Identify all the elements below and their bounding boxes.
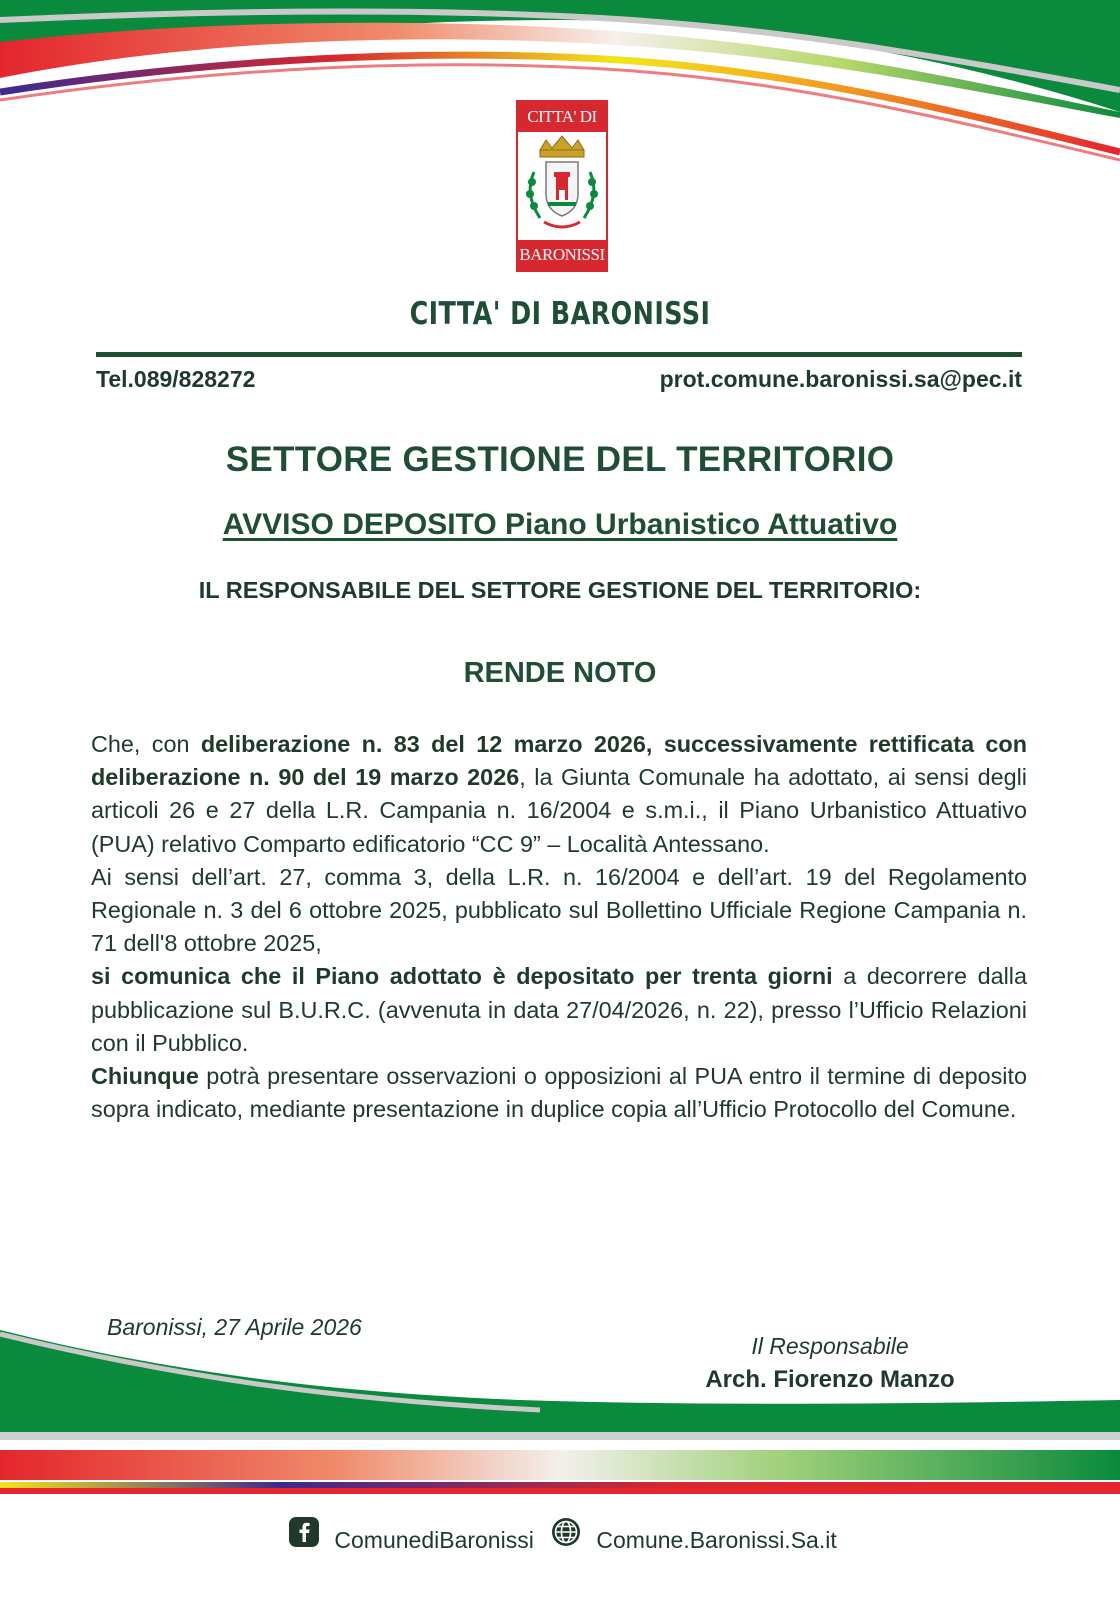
paragraph-bold-text: deliberazione n. 83 del 12 marzo 2026, successivamente rettificata con deliberazione n. 90 del 19 marzo 2026 — [91, 731, 1028, 791]
city-name-heading: CITTA' DI BARONISSI — [409, 296, 711, 332]
signer-role: Il Responsabile — [751, 1333, 909, 1359]
footer-facebook[interactable] — [288, 1516, 534, 1552]
globe-icon — [550, 1516, 582, 1548]
city-coat-of-arms — [516, 100, 608, 272]
announcement-heading: RENDE NOTO — [463, 657, 657, 689]
notice-title: AVVISO DEPOSITO Piano Urbanistico Attuativo — [222, 508, 898, 541]
paragraph-text: , la Giunta Comunale ha adottato, ai sensi degli articoli 26 e 27 della L.R. Campania n. 16/2004 e s.m.i., il Piano Urbanistico Attuativo (PUA) relativo Comparto edificatorio “CC 9” – Località Antessano. — [91, 764, 1027, 857]
facebook-icon — [288, 1516, 320, 1548]
paragraph-bold-text: Chiunque — [91, 1063, 199, 1090]
signer-name: Arch. Fiorenzo Manzo — [705, 1366, 955, 1393]
paragraph-text: potrà presentare osservazioni o opposizioni al PUA entro il termine di deposito sopra indicato, mediante presentazione in duplice copia all’Ufficio Protocollo del Comune. — [91, 1063, 1027, 1123]
paragraph-text: a decorrere dalla pubblicazione sul B.U.R.C. (avvenuta in data 27/04/2026, n. 22), presso l’Ufficio Relazioni con il Pubblico. — [91, 963, 1027, 1056]
crest-top-label: CITTA' DI — [518, 102, 606, 132]
footer-website[interactable] — [550, 1516, 837, 1552]
phone-number: Tel.089/828272 — [96, 366, 256, 392]
paragraph-legal-basis: Ai sensi dell’art. 27, comma 3, della L.R. n. 16/2004 e dell’art. 19 del Regolamento Regionale n. 3 del 6 ottobre 2025, pubblicato sul Bollettino Ufficiale Regione Campania n. 71 dell'8 ottobre 2025, — [91, 863, 1027, 957]
paragraph-observations — [91, 1060, 1027, 1126]
paragraph-deliberation — [91, 728, 1027, 861]
place-and-date: Baronissi, 27 Aprile 2026 — [107, 1314, 362, 1340]
header-divider — [96, 352, 1022, 357]
website-url[interactable]: Comune.Baronissi.Sa.it — [596, 1527, 837, 1553]
paragraph-deposit — [91, 960, 1027, 1060]
paragraph-text: Che, con — [91, 731, 201, 757]
crest-bottom-label: BARONISSI — [518, 240, 606, 270]
paragraph-bold-text: si comunica che il Piano adottato è depositato per trenta giorni — [91, 963, 833, 990]
crest-emblem-icon — [518, 132, 606, 240]
sector-title: SETTORE GESTIONE DEL TERRITORIO — [225, 440, 895, 479]
pec-email: prot.comune.baronissi.sa@pec.it — [659, 366, 1022, 392]
notice-body — [91, 728, 1027, 1126]
facebook-page-name[interactable]: ComunediBaronissi — [334, 1527, 534, 1553]
responsible-heading: IL RESPONSABILE DEL SETTORE GESTIONE DEL TERRITORIO: — [198, 577, 922, 603]
